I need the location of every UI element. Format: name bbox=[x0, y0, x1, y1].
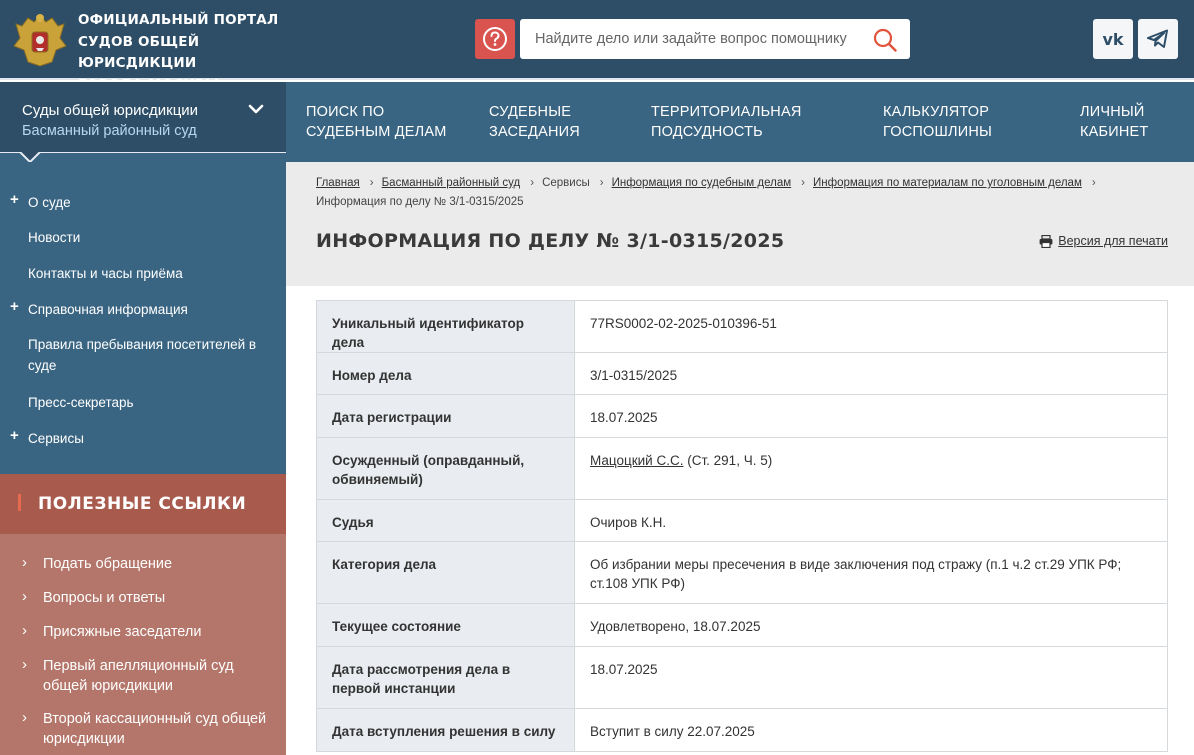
row-key: Осужденный (оправданный, обвиняемый) bbox=[317, 438, 575, 500]
breadcrumb-text: Сервисы bbox=[542, 177, 590, 189]
row-key: Дата вступления решения в силу bbox=[317, 709, 575, 752]
question-circle-icon bbox=[482, 26, 508, 52]
search-input[interactable] bbox=[520, 19, 860, 59]
row-key: Текущее состояние bbox=[317, 604, 575, 647]
coat-of-arms-logo[interactable] bbox=[12, 10, 68, 70]
accent-bar bbox=[18, 494, 21, 511]
nav-court-sessions[interactable] bbox=[489, 102, 580, 142]
breadcrumb-separator-icon: › bbox=[530, 177, 535, 189]
case-info-table bbox=[316, 300, 1168, 752]
row-value bbox=[575, 438, 1168, 500]
row-value: 18.07.2025 bbox=[575, 647, 1168, 709]
breadcrumb bbox=[316, 174, 1176, 212]
row-value: 18.07.2025 bbox=[575, 395, 1168, 438]
vk-icon: vk bbox=[1102, 29, 1124, 49]
useful-links-header bbox=[0, 474, 286, 534]
print-version-label: Версия для печати bbox=[1058, 234, 1168, 248]
portal-title-line: СУДОВ ОБЩЕЙ ЮРИСДИКЦИИ bbox=[78, 33, 200, 71]
print-version-link[interactable] bbox=[1039, 234, 1168, 248]
page-title: ИНФОРМАЦИЯ ПО ДЕЛУ № 3/1-0315/2025 bbox=[316, 230, 785, 252]
chevron-right-icon: › bbox=[22, 709, 27, 726]
chevron-right-icon: › bbox=[22, 588, 27, 605]
nav-case-search[interactable] bbox=[306, 102, 447, 142]
breadcrumb-link[interactable]: Информация по судебным делам bbox=[611, 177, 792, 189]
breadcrumb-link[interactable]: Басманный районный суд bbox=[381, 177, 521, 189]
useful-link-faq[interactable]: Вопросы и ответы bbox=[43, 590, 166, 606]
useful-link-appeal-court[interactable]: Первый апелляционный суд общей юрисдикции bbox=[43, 658, 234, 694]
table-row bbox=[317, 301, 1168, 353]
row-key: Категория дела bbox=[317, 542, 575, 604]
sidebar-item-reference[interactable]: Справочная информация bbox=[28, 302, 188, 317]
sidebar-item-services[interactable]: Сервисы bbox=[28, 431, 84, 446]
sidebar-item-news[interactable]: Новости bbox=[28, 230, 81, 245]
breadcrumb-current: Информация по делу № 3/1-0315/2025 bbox=[316, 196, 524, 208]
nav-personal-account[interactable] bbox=[1080, 102, 1148, 142]
chevron-down-icon bbox=[248, 104, 264, 116]
expand-plus-icon[interactable]: + bbox=[10, 191, 19, 208]
row-key: Номер дела bbox=[317, 353, 575, 395]
nav-label-line: ТЕРРИТОРИАЛЬНАЯ bbox=[651, 104, 802, 120]
nav-label-line: КАБИНЕТ bbox=[1080, 124, 1149, 140]
row-key: Уникальный идентификатор дела bbox=[317, 301, 575, 353]
table-row bbox=[317, 647, 1168, 709]
court-selector-subtitle: Басманный районный суд bbox=[22, 123, 197, 139]
search-box bbox=[520, 19, 910, 59]
selector-notch bbox=[0, 152, 286, 162]
useful-links-list bbox=[0, 534, 286, 755]
top-navigation bbox=[286, 82, 1194, 162]
breadcrumb-separator-icon: › bbox=[369, 177, 374, 189]
chevron-right-icon: › bbox=[22, 554, 27, 571]
expand-plus-icon[interactable]: + bbox=[10, 298, 19, 315]
court-selector[interactable] bbox=[0, 82, 286, 162]
printer-icon bbox=[1039, 235, 1053, 248]
sidebar-item-contacts[interactable]: Контакты и часы приёма bbox=[28, 266, 183, 281]
sidebar-item-about[interactable]: О суде bbox=[28, 195, 71, 210]
breadcrumb-link[interactable]: Главная bbox=[316, 177, 360, 189]
row-value: Очиров К.Н. bbox=[575, 500, 1168, 542]
breadcrumb-separator-icon: › bbox=[599, 177, 604, 189]
row-key: Дата рассмотрения дела в первой инстанции bbox=[317, 647, 575, 709]
chevron-right-icon: › bbox=[22, 656, 27, 673]
table-row bbox=[317, 542, 1168, 604]
nav-fee-calculator[interactable] bbox=[883, 102, 992, 142]
table-row bbox=[317, 604, 1168, 647]
court-selector-title: Суды общей юрисдикции bbox=[22, 102, 199, 119]
nav-label-line: ЛИЧНЫЙ bbox=[1080, 104, 1145, 120]
table-row bbox=[317, 395, 1168, 438]
search-button[interactable] bbox=[872, 27, 898, 53]
defendant-link[interactable]: Мацоцкий С.С. bbox=[590, 453, 684, 468]
row-value: Вступит в силу 22.07.2025 bbox=[575, 709, 1168, 752]
expand-plus-icon[interactable]: + bbox=[10, 427, 19, 444]
useful-link-cassation-court[interactable]: Второй кассационный суд общей юрисдикции bbox=[43, 711, 267, 747]
telegram-icon bbox=[1147, 29, 1169, 49]
telegram-button[interactable] bbox=[1138, 19, 1178, 59]
nav-label-line: СУДЕБНЫЕ bbox=[489, 104, 572, 120]
table-row bbox=[317, 438, 1168, 500]
row-key: Судья bbox=[317, 500, 575, 542]
nav-label-line: ГОСПОШЛИНЫ bbox=[883, 124, 993, 140]
chevron-right-icon: › bbox=[22, 622, 27, 639]
content-header bbox=[286, 162, 1194, 286]
sidebar bbox=[0, 162, 286, 474]
vk-button[interactable] bbox=[1093, 19, 1133, 59]
table-row bbox=[317, 500, 1168, 542]
site-header bbox=[0, 0, 1194, 80]
nav-label-line: КАЛЬКУЛЯТОР bbox=[883, 104, 990, 120]
row-key: Дата регистрации bbox=[317, 395, 575, 438]
useful-link-jurors[interactable]: Присяжные заседатели bbox=[43, 624, 202, 640]
nav-label-line: ЗАСЕДАНИЯ bbox=[489, 124, 580, 140]
row-value: 77RS0002-02-2025-010396-51 bbox=[575, 301, 1168, 353]
nav-label-line: ПОИСК ПО bbox=[306, 104, 385, 120]
portal-title-line: ОФИЦИАЛЬНЫЙ ПОРТАЛ bbox=[78, 12, 279, 28]
sidebar-item-press[interactable]: Пресс-секретарь bbox=[28, 395, 134, 410]
nav-label-line: СУДЕБНЫМ ДЕЛАМ bbox=[306, 124, 447, 140]
row-value: 3/1-0315/2025 bbox=[575, 353, 1168, 395]
nav-label-line: ПОДСУДНОСТЬ bbox=[651, 124, 763, 140]
sidebar-item-visitor-rules[interactable]: Правила пребывания посетителей в суде bbox=[28, 337, 257, 373]
search-icon bbox=[872, 27, 898, 53]
table-row bbox=[317, 353, 1168, 395]
useful-link-appeal[interactable]: Подать обращение bbox=[43, 556, 173, 572]
defendant-articles: (Ст. 291, Ч. 5) bbox=[687, 453, 773, 468]
breadcrumb-link[interactable]: Информация по материалам по уголовным делам bbox=[812, 177, 1082, 189]
table-row bbox=[317, 709, 1168, 752]
useful-links-title: ПОЛЕЗНЫЕ ССЫЛКИ bbox=[38, 494, 247, 514]
row-value: Об избрании меры пресечения в виде заключения под стражу (п.1 ч.2 ст.29 УПК РФ; ст.108 УПК РФ) bbox=[575, 542, 1168, 604]
breadcrumb-separator-icon: › bbox=[1091, 177, 1096, 189]
row-value: Удовлетворено, 18.07.2025 bbox=[575, 604, 1168, 647]
breadcrumb-separator-icon: › bbox=[801, 177, 805, 189]
nav-jurisdiction[interactable] bbox=[651, 102, 802, 142]
help-button[interactable] bbox=[475, 19, 515, 59]
